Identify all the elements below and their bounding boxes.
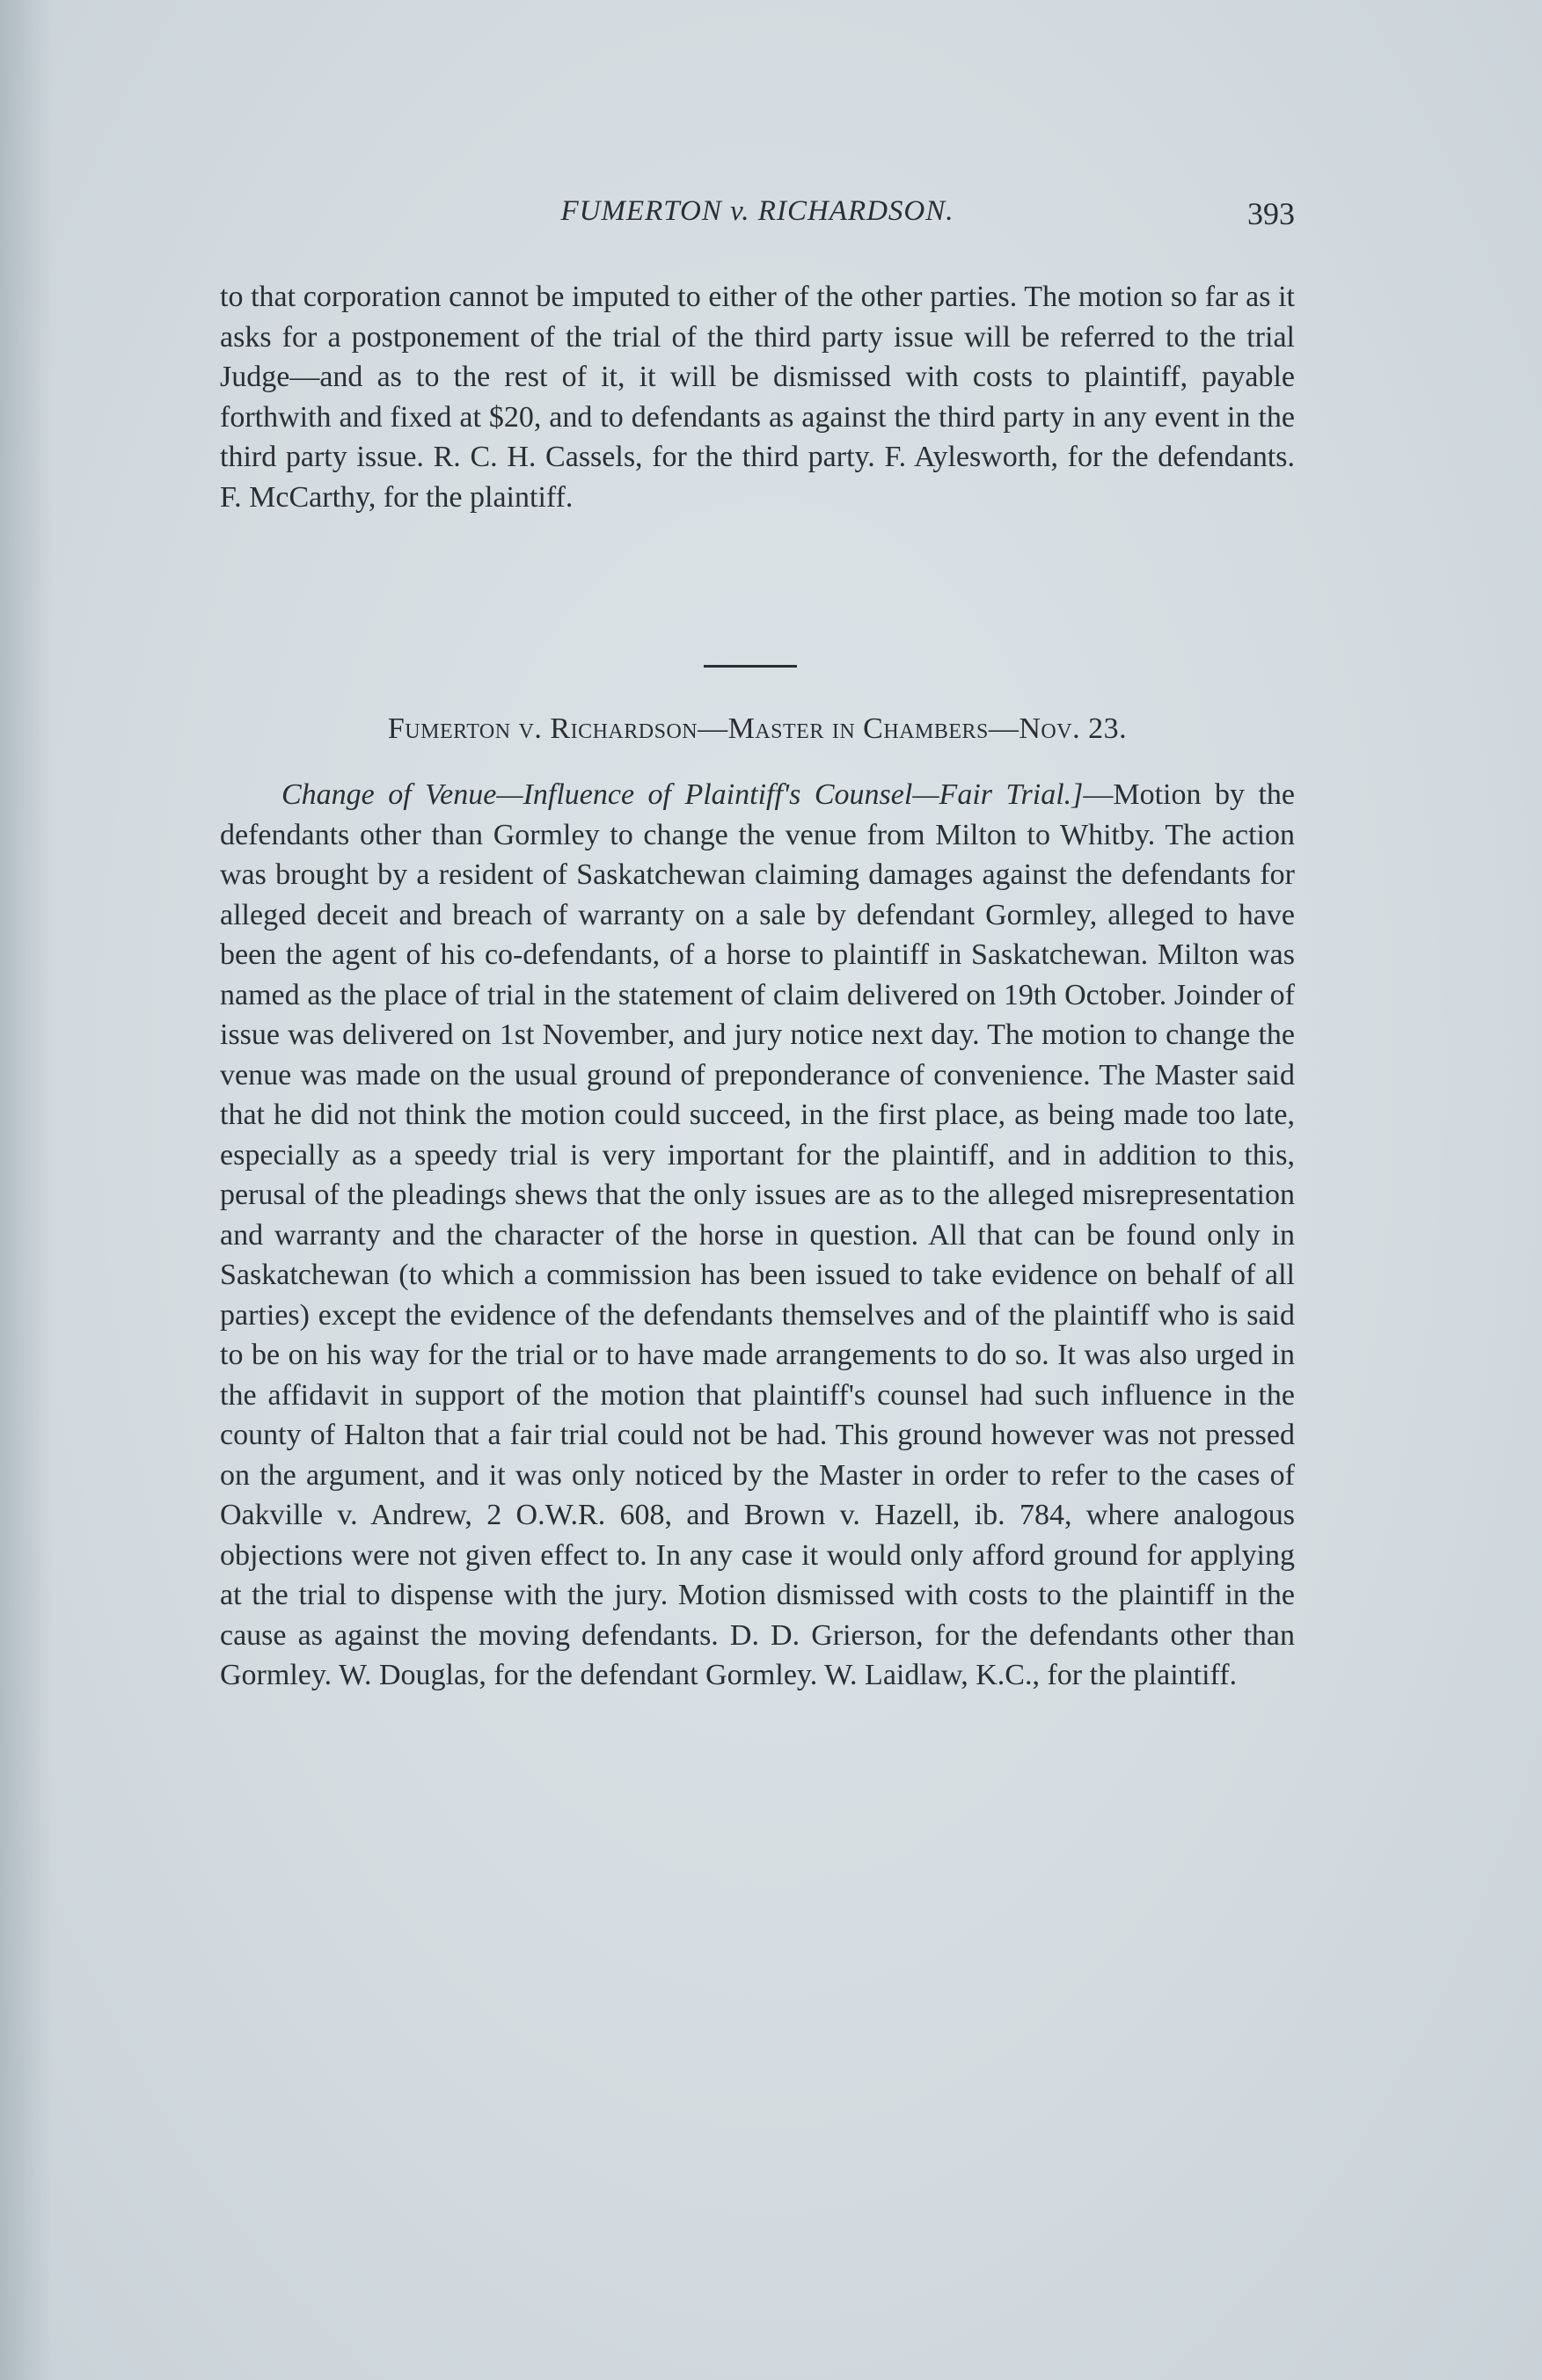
case-body: —Motion by the defendants other than Gormley to change the venue from Milton to Whitby. The action was brought by a resident of Saskatchewan claiming damages against the defendants for alleged deceit and breach of warranty on a sale by defendant Gormley, alleged to have been the agent of his co-defendants, of a horse to plaintiff in Saskatchewan. Milton was named as the place of trial in the statement of claim delivered on 19th October. Joinder of issue was delivered on 1st November, and jury notice next day. The motion to change the venue was made on the usual ground of preponderance of convenience. The Master said that he did not think the motion could succeed, in the first place, as being made too late, especially as a speedy trial is very important for the plaintiff, and in addition to this, perusal of the pleadings shews that the only issues are as to the alleged misrepresentation and warranty and the character of the horse in question. All that can be found only in Saskatchewan (to which a commission has been issued to take evidence on behalf of all parties) except the evidence of the defendants themselves and of the plaintiff who is said to be on his way for the trial or to have made arrangements to do so. It was also urged in the affidavit in support of the motion that plaintiff's counsel had such influence in the county of Halton that a fair trial could not be had. This ground however was not pressed on the argument, and it was only noticed by the Master in order to refer to the cases of Oakville v. Andrew, 2 O.W.R. 608, and Brown v. Hazell, ib. 784, where analogous objections were not given effect to. In any case it would only afford ground for applying at the trial to dispense with the jury. Motion dismissed with costs to the plaintiff in the cause as against the moving defendants. D. D. Grierson, for the defendants other than Gormley. W. Douglas, for the defendant Gormley. W. Laidlaw, K.C., for the plaintiff.: [220, 778, 1295, 1691]
case-heading: Fumerton v. Richardson—Master in Chambers—Nov. 23.: [387, 712, 1128, 745]
prior-case-conclusion: [220, 277, 1295, 517]
case-report: [220, 775, 1295, 1696]
case-catchwords: Change of Venue—Influence of Plaintiff's Counsel—Fair Trial.]: [281, 778, 1084, 811]
section-divider: [704, 665, 797, 668]
page-gutter-shadow: [0, 0, 53, 2380]
running-title: FUMERTON v. RICHARDSON.: [560, 195, 954, 227]
page-number: 393: [1247, 196, 1295, 231]
prior-case-paragraph: to that corporation cannot be imputed to either of the other parties. The motion so far as it asks for a postponement of the trial of the third party issue will be referred to the trial Judge—and as to the rest of it, it will be dismissed with costs to plaintiff, payable forthwith and fixed at $20, and to defendants as against the third party in any event in the third party issue. R. C. H. Cassels, for the third party. F. Aylesworth, for the defendants. F. McCarthy, for the plaintiff.: [220, 281, 1295, 514]
case-paragraph: [220, 775, 1295, 1696]
running-head: [220, 195, 1295, 239]
